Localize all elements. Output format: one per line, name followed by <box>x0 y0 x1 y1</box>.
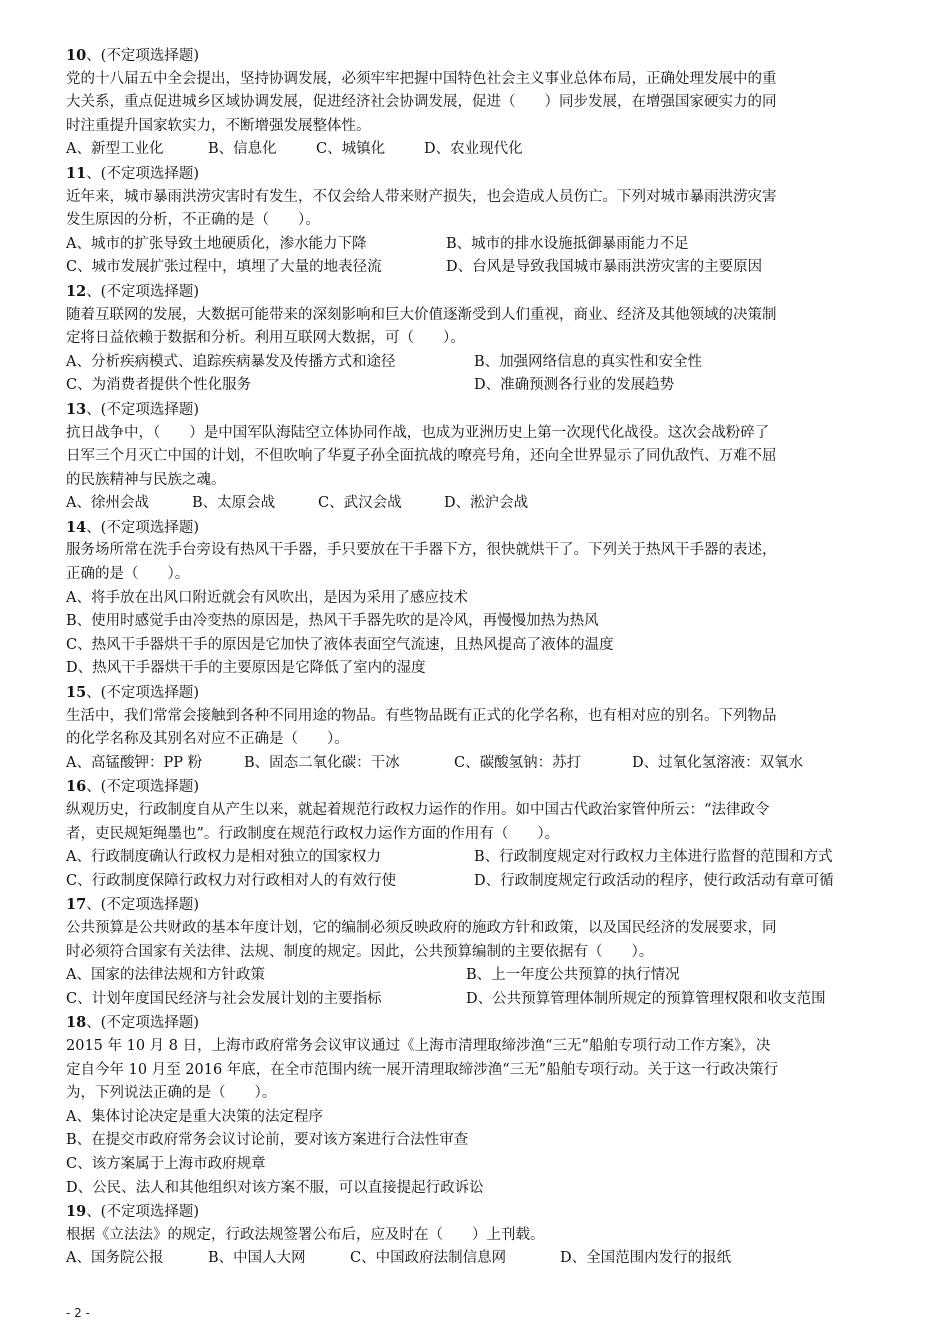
question-number: 10 <box>66 47 87 64</box>
answer-option[interactable]: B、信息化 <box>208 141 277 158</box>
option-row <box>66 1106 888 1130</box>
question-stem-line: 公共预算是公共财政的基本年度计划，它的编制必须反映政府的施政方针和政策，以及国民经济的发展要求，同 <box>66 919 777 936</box>
question-type: 、(不定项选择题) <box>86 165 200 182</box>
option-row <box>66 1177 888 1201</box>
question-type: 、(不定项选择题) <box>86 685 200 702</box>
question-stem-line: 党的十八届五中全会提出，坚持协调发展，必须牢牢把握中国特色社会主义事业总体布局，正确处理发展中的重 <box>66 70 777 87</box>
option-row <box>66 492 888 516</box>
question-number: 11 <box>66 164 87 182</box>
question-17 <box>66 893 888 1011</box>
question-stem-line: 定将日益依赖于数据和分析。利用互联网大数据，可（ ）。 <box>66 330 465 347</box>
option-row <box>66 256 888 280</box>
question-16 <box>66 775 888 893</box>
answer-option[interactable]: C、行政制度保障行政权力对行政相对人的有效行使 <box>66 872 397 889</box>
question-stem-line: 2015 年 10 月 8 日，上海市政府常务会议审议通过《上海市清理取缔涉渔“三无”船舶专项行动工作方案》，决 <box>66 1037 771 1054</box>
answer-option[interactable]: D、公民、法人和其他组织对该方案不服，可以直接提起行政诉讼 <box>66 1179 484 1196</box>
question-stem-line: 定自今年 10 月至 2016 年底，在全市范围内统一展开清理取缔涉渔“三无”船舶专项行动。关于这一行政决策行 <box>66 1061 779 1078</box>
question-stem-line: 时注重提升国家软实力，不断增强发展整体性。 <box>66 117 371 134</box>
question-header <box>66 162 888 186</box>
question-number: 14 <box>66 518 87 536</box>
question-11 <box>66 162 888 280</box>
question-stem-line: 日军三个月灭亡中国的计划，不但吹响了华夏子孙全面抗战的嘹亮号角，还向全世界显示了同仇敌忾、万难不屈 <box>66 448 777 465</box>
question-header <box>66 280 888 304</box>
question-stem-line: 生活中，我们常常会接触到各种不同用途的物品。有些物品既有正式的化学名称，也有相对应的别名。下列物品 <box>66 707 777 724</box>
question-stem-line: 大关系，重点促进城乡区域协调发展，促进经济社会协调发展，促进（ ）同步发展，在增强国家硬实力的同 <box>66 94 777 111</box>
question-header <box>66 1200 888 1224</box>
exam-page <box>66 44 888 1271</box>
answer-option[interactable]: B、行政制度规定对行政权力主体进行监督的范围和方式 <box>474 849 833 866</box>
question-19 <box>66 1200 888 1271</box>
answer-option[interactable]: D、农业现代化 <box>424 141 523 158</box>
question-15 <box>66 681 888 775</box>
question-header <box>66 516 888 540</box>
option-row <box>66 1247 888 1271</box>
answer-option[interactable]: C、城镇化 <box>316 141 386 158</box>
question-stem-line: 纵观历史，行政制度自从产生以来，就起着规范行政权力运作的作用。如中国古代政治家管仲所云：“法律政令 <box>66 802 770 818</box>
question-type: 、(不定项选择题) <box>86 283 200 300</box>
option-row <box>66 1153 888 1177</box>
answer-option[interactable]: D、热风干手器烘干手的主要原因是它降低了室内的湿度 <box>66 660 426 677</box>
question-number: 15 <box>66 684 87 702</box>
answer-option[interactable]: A、国务院公报 <box>66 1250 164 1267</box>
question-12 <box>66 280 888 398</box>
question-number: 13 <box>66 400 87 418</box>
answer-option[interactable]: A、新型工业化 <box>66 141 164 158</box>
answer-option[interactable]: A、集体讨论决定是重大决策的法定程序 <box>66 1108 323 1125</box>
answer-option[interactable]: A、分析疾病模式、追踪疾病暴发及传播方式和途径 <box>66 353 396 370</box>
question-stem-line: 的民族精神与民族之魂。 <box>66 471 226 488</box>
option-row <box>66 657 888 681</box>
question-header <box>66 893 888 917</box>
question-stem-line: 服务场所常在洗手台旁设有热风干手器，手只要放在干手器下方，很快就烘干了。下列关于热风干手器的表述， <box>66 542 777 559</box>
question-number: 18 <box>66 1014 87 1032</box>
question-number: 19 <box>66 1203 87 1221</box>
option-row <box>66 374 888 398</box>
question-type: 、(不定项选择题) <box>86 1204 200 1221</box>
question-14 <box>66 516 888 681</box>
question-stem-line: 近年来，城市暴雨洪涝灾害时有发生，不仅会给人带来财产损失，也会造成人员伤亡。下列对城市暴雨洪涝灾害 <box>66 188 777 205</box>
answer-option[interactable]: C、热风干手器烘干手的原因是它加快了液体表面空气流速，且热风提高了液体的温度 <box>66 636 614 653</box>
option-row <box>66 351 888 375</box>
answer-option[interactable]: C、中国政府法制信息网 <box>350 1250 507 1267</box>
answer-option[interactable]: C、该方案属于上海市政府规章 <box>66 1155 266 1172</box>
question-stem-line: 的化学名称及其别名对应不正确是（ ）。 <box>66 731 349 748</box>
answer-option[interactable]: B、使用时感觉手由冷变热的原因是，热风干手器先吹的是冷风，再慢慢加热为热风 <box>66 613 599 630</box>
answer-option[interactable]: C、武汉会战 <box>318 495 402 512</box>
answer-option[interactable]: C、碳酸氢钠：苏打 <box>454 754 582 771</box>
question-type: 、(不定项选择题) <box>86 519 200 536</box>
answer-option[interactable]: B、中国人大网 <box>208 1250 306 1267</box>
question-header <box>66 681 888 705</box>
answer-option[interactable]: A、国家的法律法规和方针政策 <box>66 967 265 984</box>
answer-option[interactable]: B、上一年度公共预算的执行情况 <box>466 967 680 984</box>
question-stem-line: 抗日战争中，（ ）是中国军队海陆空立体协同作战，也成为亚洲历史上第一次现代化战役。这次会战粉碎了 <box>66 424 770 441</box>
answer-option[interactable]: D、行政制度规定行政活动的程序，使行政活动有章可循 <box>474 872 834 889</box>
answer-option[interactable]: C、为消费者提供个性化服务 <box>66 377 252 394</box>
answer-option[interactable]: B、在提交市政府常务会议讨论前，要对该方案进行合法性审查 <box>66 1132 469 1149</box>
option-row <box>66 610 888 634</box>
answer-option[interactable]: C、计划年度国民经济与社会发展计划的主要指标 <box>66 990 382 1007</box>
question-header <box>66 398 888 422</box>
answer-option[interactable]: B、太原会战 <box>192 495 276 512</box>
answer-option[interactable]: D、准确预测各行业的发展趋势 <box>474 377 675 394</box>
question-stem-line: 时必须符合国家有关法律、法规、制度的规定。因此，公共预算编制的主要依据有（ ）。 <box>66 943 654 960</box>
question-type: 、(不定项选择题) <box>86 48 200 64</box>
option-row <box>66 233 888 257</box>
question-type: 、(不定项选择题) <box>86 401 200 418</box>
question-10 <box>66 44 888 162</box>
question-type: 、(不定项选择题) <box>86 1015 200 1032</box>
question-stem-line: 正确的是（ ）。 <box>66 566 190 583</box>
question-stem-line: 根据《立法法》的规定，行政法规签署公布后，应及时在（ ）上刊载。 <box>66 1226 545 1243</box>
answer-option[interactable]: A、城市的扩张导致土地硬质化，渗水能力下降 <box>66 235 367 252</box>
page-number: - 2 - <box>66 1306 90 1320</box>
question-type: 、(不定项选择题) <box>86 897 200 914</box>
question-type: 、(不定项选择题) <box>86 779 200 796</box>
answer-option[interactable]: B、固态二氧化碳：干冰 <box>244 754 400 771</box>
answer-option[interactable]: A、将手放在出风口附近就会有风吹出，是因为采用了感应技术 <box>66 589 468 606</box>
question-stem-line: 随着互联网的发展，大数据可能带来的深刻影响和巨大价值逐渐受到人们重视，商业、经济及其他领域的决策制 <box>66 306 777 323</box>
option-row <box>66 988 888 1012</box>
option-row <box>66 634 888 658</box>
option-row <box>66 1129 888 1153</box>
answer-option[interactable]: B、加强网络信息的真实性和安全性 <box>474 353 703 370</box>
answer-option[interactable]: C、城市发展扩张过程中，填埋了大量的地表径流 <box>66 259 382 276</box>
question-header <box>66 1011 888 1035</box>
option-row <box>66 846 888 870</box>
question-header <box>66 44 888 68</box>
question-stem-line: 发生原因的分析，不正确的是（ ）。 <box>66 212 320 229</box>
question-13 <box>66 398 888 516</box>
answer-option[interactable]: D、过氧化氢溶液：双氧水 <box>632 754 804 771</box>
answer-option[interactable]: D、全国范围内发行的报纸 <box>560 1250 732 1267</box>
option-row <box>66 752 888 776</box>
answer-option[interactable]: A、徐州会战 <box>66 495 149 512</box>
answer-option[interactable]: A、行政制度确认行政权力是相对独立的国家权力 <box>66 849 381 866</box>
question-header <box>66 775 888 799</box>
answer-option[interactable]: D、台风是导致我国城市暴雨洪涝灾害的主要原因 <box>446 259 763 276</box>
question-number: 17 <box>66 896 87 914</box>
answer-option[interactable]: D、淞沪会战 <box>444 495 529 512</box>
question-stem-line: 者，吏民规矩绳墨也”。行政制度在规范行政权力运作方面的作用有（ ）。 <box>66 825 560 842</box>
question-number: 12 <box>66 282 87 300</box>
question-18 <box>66 1011 888 1200</box>
question-number: 16 <box>66 778 87 796</box>
answer-option[interactable]: B、城市的排水设施抵御暴雨能力不足 <box>446 235 689 252</box>
option-row <box>66 964 888 988</box>
question-stem-line: 为，下列说法正确的是（ ）。 <box>66 1085 277 1102</box>
answer-option[interactable]: A、高锰酸钾：PP 粉 <box>66 754 203 771</box>
option-row <box>66 870 888 894</box>
option-row <box>66 587 888 611</box>
option-row <box>66 138 888 162</box>
answer-option[interactable]: D、公共预算管理体制所规定的预算管理权限和收支范围 <box>466 990 826 1007</box>
